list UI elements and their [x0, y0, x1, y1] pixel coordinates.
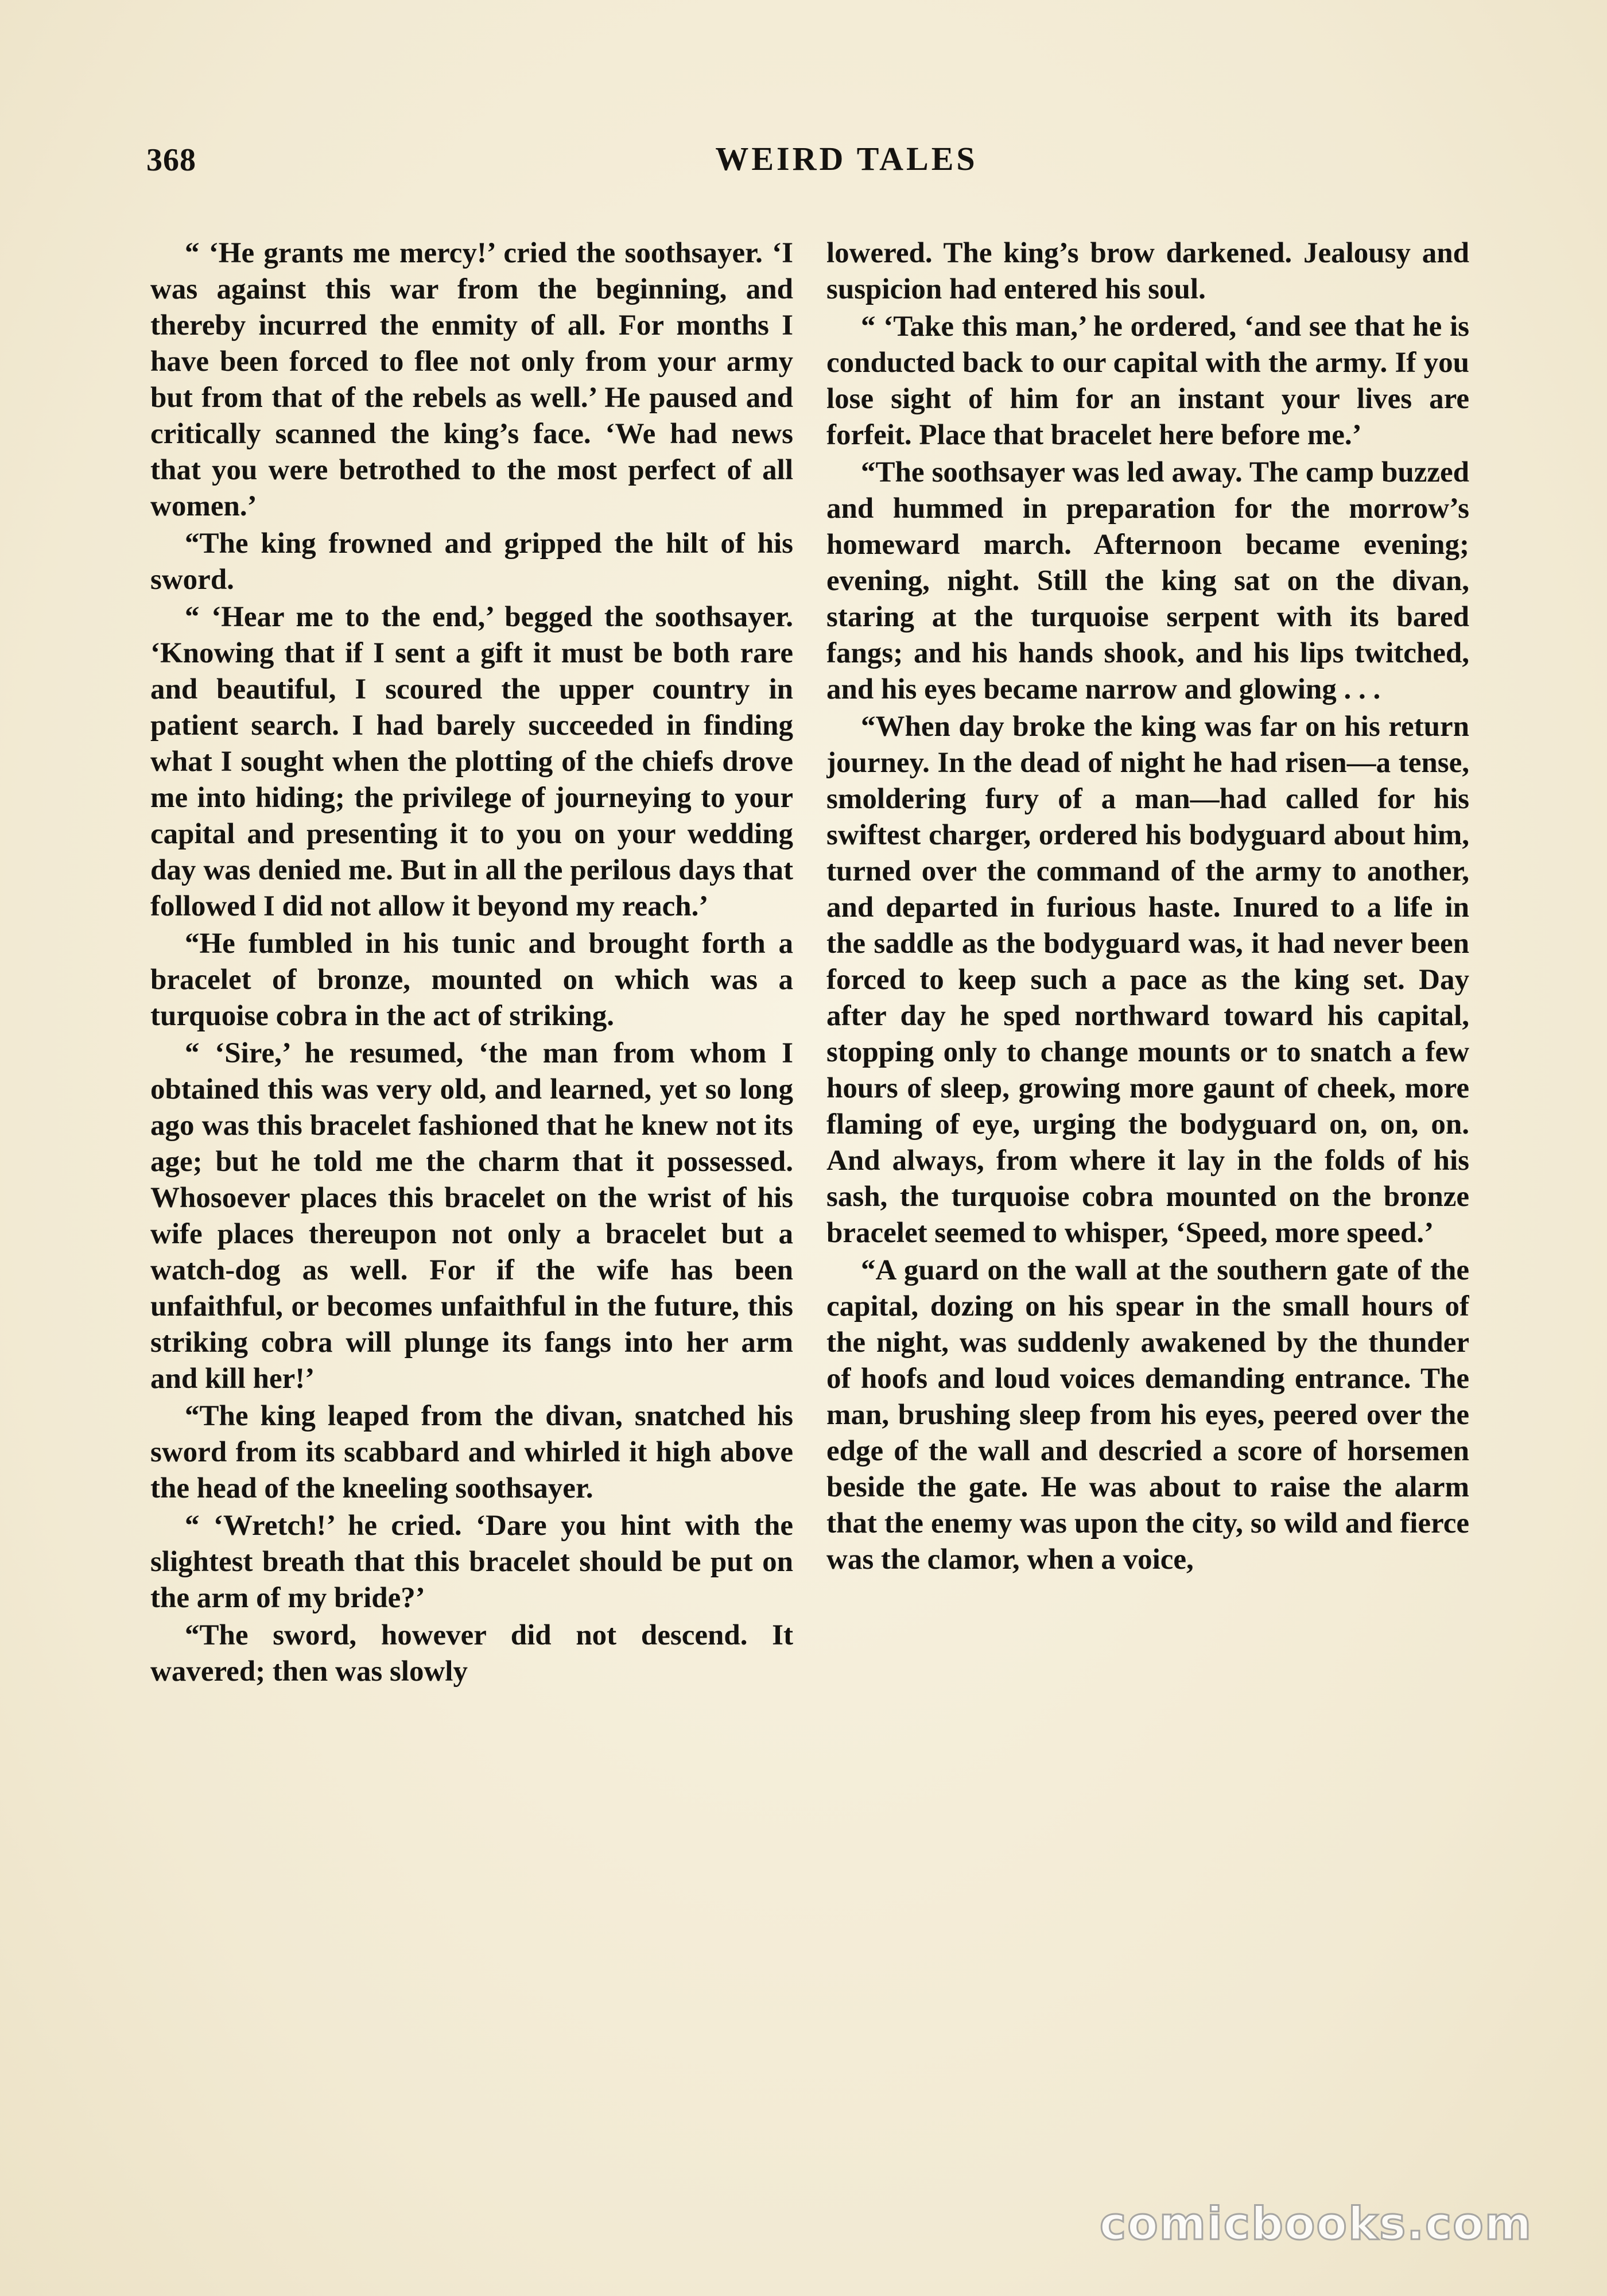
paragraph: “A guard on the wall at the southern gate of the capital, dozing on his spear in the small hours of the night, was suddenly awakened by the thunder of hoofs and loud voices demanding entrance. The man, brushing sleep from his eyes, peered over the edge of the wall and descried a score of horsemen beside the gate. He was about to raise the alarm that the enemy was upon the city, so wild and fierce was the clamor, when a voice,	[826, 1254, 1469, 1576]
paragraph: “When day broke the king was far on his return journey. In the dead of night he had risen—a tense, smoldering fury of a man—had called for his swiftest charger, ordered his bodyguard about him, turned over the command of the army to another, and departed in furious haste. Inured to a life in the saddle as the bodyguard was, it had never been forced to keep such a pace as the king set. Day after day he sped northward toward his capital, stopping only to change mounts or to snatch a few hours of sleep, growing more gaunt of cheek, more flaming of eye, urging the bodyguard on, on, on. And always, from where it lay in the folds of his sash, the turquoise cobra mounted on the bronze bracelet seemed to whisper, ‘Speed, more speed.’	[826, 711, 1469, 1249]
paragraph: “The king leaped from the divan, snatched his sword from its scabbard and whirled it high above the head of the kneeling soothsayer.	[150, 1400, 793, 1504]
page-header	[146, 135, 1535, 187]
paragraph: “The king frowned and gripped the hilt of his sword.	[150, 528, 793, 596]
paragraph: “The soothsayer was led away. The camp buzzed and hummed in preparation for the morrow’s homeward march. Afternoon became evening; evening, night. Still the king sat on the divan, staring at the turquoise serpent with its bared fangs; and his hands shook, and his lips twitched, and his eyes became narrow and glowing . . .	[826, 456, 1469, 705]
paragraph: “ ‘Sire,’ he resumed, ‘the man from whom I obtained this was very old, and learned, yet so long ago was this bracelet fashioned that he knew not its age; but he told me the charm that it possessed. Whosoever places this bracelet on the wrist of his wife places thereupon not only a bracelet but a watch-dog as well. For if the wife has been unfaithful, or becomes unfaithful in the future, this striking cobra will plunge its fangs into her arm and kill her!’	[150, 1037, 793, 1395]
continued-paragraph: lowered. The king’s brow darkened. Jealousy and suspicion had entered his soul.	[826, 237, 1469, 305]
site-watermark: comicbooks.com	[1099, 2198, 1532, 2250]
paragraph: “ ‘Hear me to the end,’ begged the soothsayer. ‘Knowing that if I sent a gift it must be both rare and beautiful, I scoured the upper country in patient search. I had barely succeeded in finding what I sought when the plotting of the chiefs drove me into hiding; the privilege of journeying to your capital and presenting it to you on your wedding day was denied me. But in all the perilous days that followed I did not allow it beyond my reach.’	[150, 601, 793, 922]
paragraph: “The sword, however did not descend. It wavered; then was slowly	[150, 1619, 793, 1688]
page-number: 368	[146, 142, 196, 178]
left-column	[150, 235, 793, 2152]
paragraph: “ ‘Take this man,’ he ordered, ‘and see that he is conducted back to our capital with the army. If you lose sight of him for an instant your lives are forfeit. Place that bracelet here before me.’	[826, 311, 1469, 451]
paragraph: “He fumbled in his tunic and brought forth a bracelet of bronze, mounted on which was a turquoise cobra in the act of striking.	[150, 928, 793, 1032]
paragraph: “ ‘Wretch!’ he cried. ‘Dare you hint with the slightest breath that this bracelet should be put on the arm of my bride?’	[150, 1510, 793, 1614]
paragraph: “ ‘He grants me mercy!’ cried the soothsayer. ‘I was against this war from the beginning, and thereby incurred the enmity of all. For months I have been forced to flee not only from your army but from that of the rebels as well.’ He paused and critically scanned the king’s face. ‘We had news that you were betrothed to the most perfect of all women.’	[150, 237, 793, 522]
running-title: WEIRD TALES	[715, 140, 978, 177]
right-column	[826, 235, 1469, 2152]
